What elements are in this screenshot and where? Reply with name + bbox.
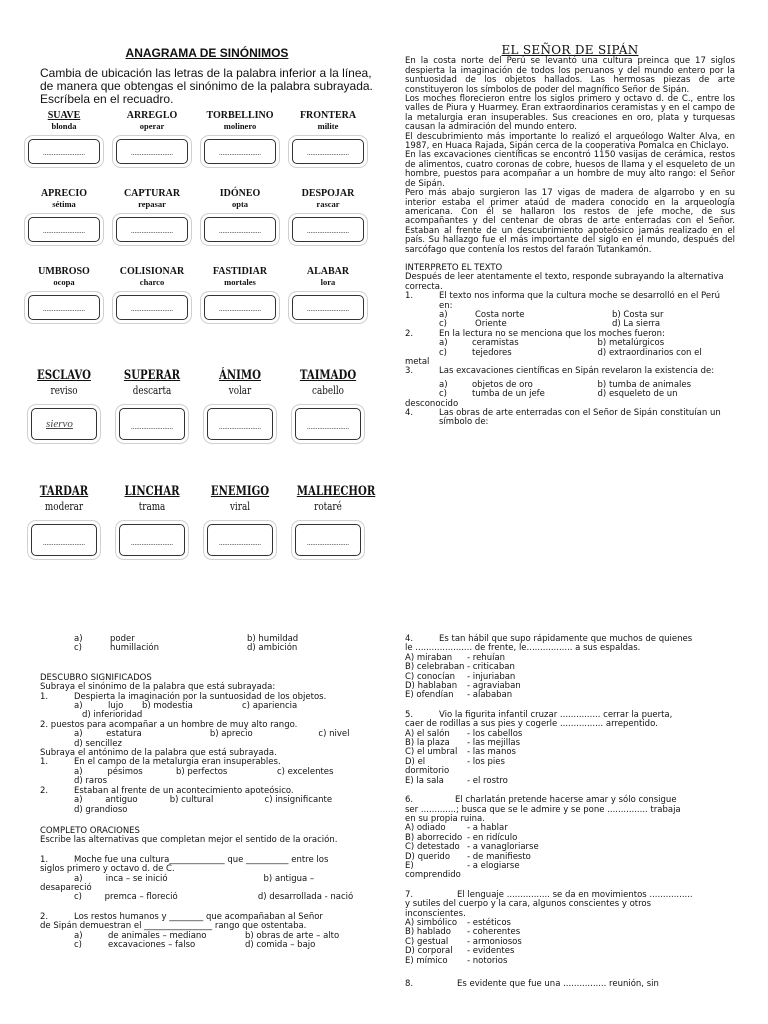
item-5-options [405, 730, 740, 786]
anagram-word: TORBELLINO [206, 110, 274, 121]
answer-box[interactable] [28, 217, 100, 242]
option[interactable]: b) obras de arte – alto [245, 930, 340, 941]
anagram-scrambled: mortales [224, 277, 256, 287]
anagram-cell [112, 110, 192, 164]
anagram-cell [112, 266, 192, 320]
option-a: E) mímico [405, 955, 448, 966]
anagram-cell [24, 484, 104, 556]
antonym-2: 2. Estaban al frente de un acontecimiento apoteósico. [40, 785, 294, 796]
anagram-scrambled: moderar [44, 500, 84, 513]
option-b: - de manifiesto [467, 851, 531, 862]
anagram-scrambled: blonda [51, 121, 77, 131]
answer-box[interactable] [119, 408, 185, 440]
item-5: 5. Vio la figurita infantil cruzar ............... cerrar la puerta, [405, 709, 673, 720]
answer-box[interactable] [116, 139, 188, 164]
antonym-instructions: Subraya el antónimo de la palabra que está subrayada. [40, 748, 277, 759]
item-7-line3: inconscientes. [405, 908, 466, 919]
option[interactable]: c) [74, 939, 82, 950]
anagram-scrambled: viral [229, 500, 251, 513]
option-a: D) querido [405, 851, 451, 862]
item-7: 7. El lenguaje ................ se da en movimientos ................ [405, 889, 693, 900]
option-b: - injuriaban [467, 671, 516, 682]
descubro-2: 2. puestos para acompañar a un hombre de muy alto rango. [40, 719, 298, 730]
completo-2: 2. Los restos humanos y ________ que acompañaban al Señor [40, 911, 323, 922]
option[interactable]: c) [74, 892, 82, 903]
option[interactable]: d) ambición [247, 643, 298, 654]
option-a: A) simbólico [405, 917, 458, 928]
option[interactable]: c) nivel [318, 729, 350, 740]
antonym-2-d: d) grandioso [74, 804, 128, 815]
anagram-word: SUAVE [47, 110, 81, 121]
interp-instructions: Después de leer atentamente el texto, responde subrayando la alternativa correcta. [405, 272, 724, 292]
anagram-scrambled: charco [139, 277, 165, 287]
option-row[interactable] [405, 758, 740, 777]
item-6-options [405, 824, 740, 880]
paragraph: Los moches florecieron entre los siglos primero y octavo d. de C., entre los valles de Piura y Huarmey. Eran extraordinarios ceramistas y en el campo de la metalurgia eran insuperables. Sus creaciones en oro, plata y turquesas causan la admiración del mundo entero. [405, 94, 735, 133]
option-a: C) el umbral [405, 747, 458, 758]
completo-1: 1. Moche fue una cultura_____________ que __________ entre los [40, 854, 329, 865]
answer-box[interactable] [31, 524, 97, 556]
anagram-cell [200, 110, 280, 164]
item-7-options [405, 919, 740, 966]
anagram-scrambled: volar [228, 384, 252, 397]
option[interactable]: inca – se inició [105, 873, 168, 884]
anagram-scrambled: reviso [50, 384, 78, 397]
option-b: - a hablar [467, 823, 508, 834]
descubro-1-d: d) inferioridad [82, 710, 143, 721]
option-row[interactable] [405, 947, 740, 956]
anagram-scrambled: molinero [223, 121, 257, 131]
question-3-tail: desconocido [405, 398, 459, 409]
anagram-cell [24, 188, 104, 242]
option[interactable]: a) [74, 795, 83, 806]
option[interactable]: d) comida – bajo [245, 939, 316, 950]
anagram-cell [288, 266, 368, 320]
anagram-scrambled: ocopa [53, 277, 75, 287]
option[interactable]: humillación [110, 643, 159, 654]
item-6: 6. El charlatán pretende hacerse amar y sólo consigue [405, 795, 677, 806]
option-b: - armoniosos [467, 936, 522, 947]
anagram-word: LINCHAR [124, 484, 180, 499]
anagram-word: ESCLAVO [37, 368, 91, 383]
question-4-options [40, 635, 375, 654]
answer-box[interactable] [28, 139, 100, 164]
anagram-scrambled: trama [138, 500, 166, 513]
anagram-instructions: Cambia de ubicación las letras de la palabra inferior a la línea, de manera que obtengas el sinónimo de la palabra subrayada. Escríbela en el recuadro. [40, 66, 373, 106]
option-row [74, 893, 375, 902]
option-a: B) la plaza [405, 738, 450, 749]
anagram-word: COLISIONAR [119, 266, 185, 277]
anagram-cell [288, 110, 368, 164]
option-row [439, 390, 735, 399]
option-row[interactable] [405, 843, 740, 852]
sipan-section [405, 43, 735, 428]
anagram-word: CAPTURAR [123, 188, 181, 199]
item-4: 4. Es tan hábil que supo rápidamente que muchos de quienes [405, 634, 693, 644]
option-row [439, 349, 735, 358]
option-a: A) el salón [405, 728, 450, 739]
option[interactable]: objetos de oro [471, 379, 533, 390]
option-row [74, 875, 375, 884]
option-a: E) la sala [405, 775, 444, 786]
option-b: - las manos [467, 747, 516, 758]
anagram-word: ENEMIGO [210, 484, 270, 499]
answer-box[interactable] [292, 295, 364, 320]
item-8: 8. Es evidente que fue una ................ reunión, sin [405, 979, 659, 989]
option-row[interactable] [405, 663, 740, 672]
descubro-instructions: Subraya el sinónimo de la palabra que está subrayada: [40, 682, 276, 693]
question-3-options [405, 381, 735, 400]
answer-box[interactable] [204, 217, 276, 242]
option-a: A) miraban [405, 652, 453, 663]
option[interactable]: a) [74, 766, 83, 777]
anagram-scrambled: milite [317, 121, 339, 131]
item-5-line2: caer de rodillas a sus pies y cogerle ................ arrepentido. [405, 719, 658, 730]
anagram-scrambled: descarta [132, 384, 172, 397]
answer-box[interactable] [295, 408, 361, 440]
completo-1-options-2 [40, 893, 375, 902]
completo-2-options-2 [40, 941, 375, 950]
option-row [74, 768, 375, 777]
option[interactable]: a) [439, 379, 448, 390]
option-b: - evidentes [467, 946, 515, 957]
anagram-scrambled: rascar [316, 199, 340, 209]
option[interactable]: c) [74, 643, 82, 654]
anagram-scrambled: lora [320, 277, 336, 287]
answer-box[interactable] [207, 408, 273, 440]
item-6-line3: en su propia ruina. [405, 813, 485, 824]
option[interactable]: de animales – mediano [108, 930, 207, 941]
option-a: B) aborrecido [405, 832, 463, 843]
option-row[interactable] [405, 928, 740, 937]
option[interactable]: tumba de un jefe [471, 389, 545, 400]
sipan-paragraphs [405, 57, 735, 255]
answer-box[interactable] [295, 524, 361, 556]
anagram-title: ANAGRAMA DE SINÓNIMOS [125, 46, 289, 60]
option[interactable]: c) [439, 389, 447, 400]
completo-instructions: Escribe las alternativas que completan mejor el sentido de la oración. [40, 835, 338, 846]
question-2: 2. En la lectura no se menciona que los moches fueron: [405, 328, 665, 339]
anagram-scrambled: cabello [312, 384, 344, 397]
anagram-cell [288, 368, 368, 440]
option[interactable]: poder [110, 634, 135, 644]
descubro-title: DESCUBRO SIGNIFICADOS [40, 672, 152, 683]
question-3: 3. Las excavaciones científicas en Sipán revelaron la existencia de: [405, 366, 715, 377]
anagram-cell [288, 484, 376, 556]
option-b: - alababan [467, 690, 513, 701]
anagram-word: FASTIDIAR [212, 266, 268, 277]
option-b: - a vanagloriarse [467, 842, 539, 853]
option-b: - el rostro [467, 775, 508, 786]
option-a: D) corporal [405, 946, 453, 957]
option-b: - en ridículo [467, 832, 518, 843]
option-b: - estéticos [467, 917, 511, 928]
question-2-options [405, 339, 735, 358]
bottom-left-section [40, 635, 375, 950]
anagram-word: IDÓNEO [219, 188, 261, 199]
option[interactable]: c) apariencia [242, 701, 298, 712]
anagram-section [40, 46, 374, 106]
option[interactable]: b) modestia [142, 701, 193, 712]
option[interactable]: c) [439, 319, 447, 330]
option[interactable]: Oriente [475, 319, 507, 330]
option-a: B) celebraban [405, 662, 465, 673]
option[interactable]: a) [74, 701, 83, 712]
answer-box[interactable] [116, 295, 188, 320]
option-b: - coherentes [467, 927, 521, 938]
option[interactable]: a) [439, 338, 448, 349]
option[interactable]: b) perfectos [175, 766, 228, 777]
anagram-word: ÁNIMO [219, 368, 261, 383]
option[interactable]: b) antigua – [263, 873, 315, 884]
anagram-cell [24, 266, 104, 320]
answer-box[interactable] [292, 217, 364, 242]
completo-1-tail: desapareció [40, 882, 92, 893]
anagram-cell [288, 188, 368, 242]
option-b: - rehuían [467, 652, 506, 663]
option[interactable]: a) [439, 309, 448, 320]
option-b: - las mejillas [467, 738, 521, 749]
option[interactable]: tejedores [471, 347, 512, 358]
anagram-cell [112, 484, 192, 556]
anagram-word: FRONTERA [299, 110, 357, 121]
anagram-word: DESPOJAR [301, 188, 355, 199]
option[interactable]: antiguo [105, 795, 138, 806]
option[interactable]: c) excelentes [276, 766, 334, 777]
anagram-cell [112, 188, 192, 242]
interp-title: INTERPRETO EL TEXTO [405, 262, 503, 273]
anagram-scrambled: operar [139, 121, 165, 131]
answer-box[interactable] [119, 524, 185, 556]
paragraph: En las excavaciones científicas se encontró 1150 vasijas de cerámica, restos de alimentos, cuatro coronas de cobre, huesos de llama y el esqueleto de un hombre, puestos para acompañar a un hombre de muy alto rango: el Señor de Sipán. [405, 150, 735, 189]
option[interactable]: b) humildad [247, 634, 299, 644]
option[interactable]: d) desarrollada - nació [257, 892, 354, 903]
answer-box[interactable] [204, 139, 276, 164]
option[interactable]: c) [439, 347, 447, 358]
option-a: A) odiado [405, 823, 446, 834]
option[interactable]: d) extraordinarios con el [597, 347, 702, 358]
option[interactable]: b) Costa sur [612, 309, 664, 320]
option-a: D) el dormitorio [405, 756, 450, 777]
option[interactable]: b) metalúrgicos [597, 338, 665, 349]
anagram-cell [200, 368, 280, 440]
option-row[interactable] [405, 957, 740, 966]
item-4-line2: le ..................... de frente, le................. a sus espaldas. [405, 643, 641, 654]
answer-box[interactable] [204, 295, 276, 320]
option-b: - los cabellos [467, 728, 523, 739]
option-row[interactable] [405, 730, 740, 739]
option-a: C) gestual [405, 936, 449, 947]
option[interactable]: a) [74, 873, 83, 884]
descubro-1: 1. Despierta la imaginación por la suntuosidad de los objetos. [40, 691, 327, 702]
question-1: 1. El texto nos informa que la cultura moche se desarrolló en el Perú en: [405, 291, 720, 311]
option-row[interactable] [405, 691, 740, 700]
anagram-word: MALHECHOR [296, 484, 376, 499]
paragraph: En la costa norte del Perú se levantó una cultura preinca que 17 siglos despierta la imaginación de todos los peruanos y del mundo entero por la suntuosidad de los objetos hallados. Las hermosas piezas de arte constituyeron los símbolos de poder del magnífico Señor de Sipán. [405, 56, 735, 95]
anagram-cell [24, 110, 104, 164]
option-row[interactable] [405, 862, 740, 881]
antonym-1: 1. En el campo de la metalurgia eran insuperables. [40, 757, 281, 768]
option[interactable]: pésimos [107, 766, 143, 777]
option-a: D) hablaban [405, 681, 458, 692]
option-b: - los pies [467, 756, 505, 767]
option-a: B) hablado [405, 927, 452, 938]
option[interactable]: excavaciones – falso [108, 939, 196, 950]
anagram-word: TARDAR [39, 484, 89, 499]
completo-2-options [40, 932, 375, 941]
anagram-word: SUPERAR [123, 368, 181, 383]
answer-box[interactable] [31, 408, 97, 440]
option-row [74, 644, 375, 653]
option-b: - criticaban [467, 662, 515, 673]
option[interactable]: c) insignificante [264, 795, 333, 806]
bottom-right-section [405, 635, 740, 989]
option-row [74, 941, 375, 950]
option[interactable]: ceramistas [471, 338, 519, 349]
option-a: C) detestado [405, 842, 460, 853]
option[interactable]: premca – floreció [104, 892, 178, 903]
option[interactable]: Costa norte [475, 309, 525, 320]
anagram-scrambled: opta [231, 199, 249, 209]
option-row[interactable] [405, 777, 740, 786]
option-row[interactable] [405, 853, 740, 862]
anagram-cell [200, 266, 280, 320]
anagram-cell [112, 368, 192, 440]
answer-box[interactable] [207, 524, 273, 556]
item-7-line2: y sutiles del cuerpo y la cara, algunos conscientes y otros [405, 899, 652, 910]
paragraph: El descubrimiento más importante lo realizó el arqueólogo Walter Alva, en 1987, en Huaca Rajada, Sipán cerca de la cooperativa Pomalca en Chiclayo. [405, 131, 735, 152]
question-2-tail: metal [405, 357, 430, 367]
option[interactable]: b) tumba de animales [597, 379, 692, 390]
antonym-1-d: d) raros [74, 776, 108, 787]
question-4: 4. Las obras de arte enterradas con el Señor de Sipán constituían un símbolo de: [405, 408, 721, 428]
anagram-word: ARREGLO [126, 110, 178, 121]
completo-1-line2: siglos primero y octavo d. de C. [40, 864, 175, 875]
option-a: C) conocían [405, 671, 456, 682]
option[interactable]: lujo [108, 701, 124, 712]
option[interactable]: a) [74, 634, 83, 644]
option-row[interactable] [405, 682, 740, 691]
anagram-word: APRECIO [40, 188, 88, 199]
anagram-scrambled: sétima [52, 199, 76, 209]
option[interactable]: d) esqueleto de un [597, 389, 678, 400]
completo-2-line2: de Sipán demuestran el ________________ rango que ostentaba. [40, 921, 307, 932]
option[interactable]: b) aprecio [209, 729, 253, 740]
completo-title: COMPLETO ORACIONES [40, 825, 140, 836]
option[interactable]: estatura [106, 729, 142, 740]
answer-box[interactable] [116, 217, 188, 242]
paragraph: Pero más abajo surgieron las 17 vigas de madera de algarrobo y en su interior estaba el primer ataúd de madera conocido en la arqueología americana. Con él se hallaron los restos de jefe moche, de sus acompañantes y del centenar de obras de arte enterradas con el Señor. Estaban al frente de un descubrimiento apoteósico jamás realizado en el país. Su hallazgo fue el más importante del siglo en el mundo, después del sarcófago que contenía los restos del faraón Tutankamón. [405, 188, 735, 255]
option-row[interactable] [405, 938, 740, 947]
anagram-word: TAIMADO [299, 368, 357, 383]
option-row[interactable] [405, 919, 740, 928]
anagram-cell [200, 188, 280, 242]
anagram-scrambled: rotaré [314, 500, 342, 513]
anagram-word: UMBROSO [38, 266, 90, 277]
anagram-scrambled: repasar [138, 199, 166, 209]
option-a: E) comprendido [405, 860, 461, 881]
sipan-title: EL SEÑOR DE SIPÁN [501, 43, 639, 57]
option-b: - notorios [467, 955, 508, 966]
answer-text: siervo [46, 418, 73, 430]
anagram-cell [24, 368, 104, 440]
anagram-cell [200, 484, 280, 556]
option-a: E) ofendían [405, 690, 454, 701]
option[interactable]: d) La sierra [612, 319, 661, 330]
descubro-2-d: d) sencillez [74, 738, 122, 749]
option[interactable]: a) [74, 729, 83, 740]
anagram-word: ALABAR [306, 266, 350, 277]
option-row[interactable] [405, 748, 740, 757]
question-1-options [405, 311, 735, 330]
option[interactable]: b) cultural [169, 795, 214, 806]
option-b: - a elogiarse [467, 860, 520, 871]
answer-box[interactable] [292, 139, 364, 164]
option[interactable]: a) [74, 930, 83, 941]
option-b: - agraviaban [467, 681, 521, 692]
item-4-options [405, 654, 740, 701]
answer-box[interactable] [28, 295, 100, 320]
item-6-line2: ser .............; busca que se le admire y se pone ............... trabaja [405, 804, 681, 815]
